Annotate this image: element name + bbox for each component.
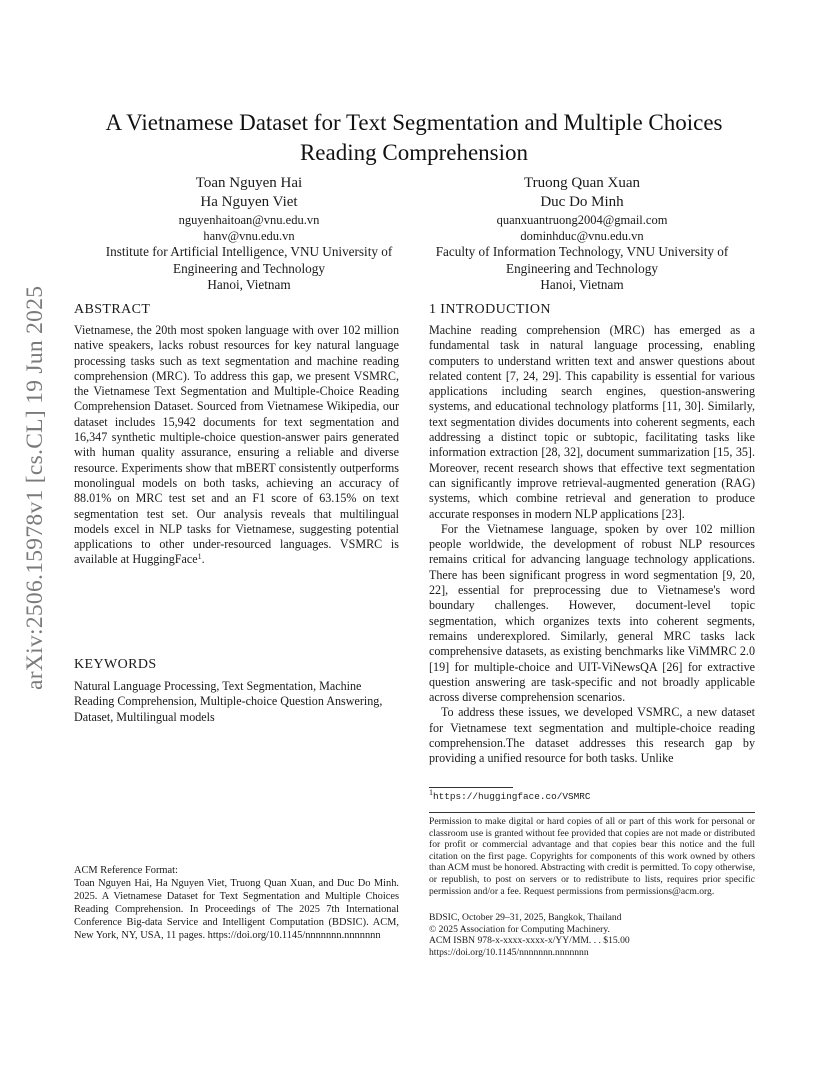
arxiv-identifier: arXiv:2506.15978v1 [cs.CL] 19 Jun 2025 <box>22 285 48 690</box>
author-name: Toan Nguyen Hai <box>195 175 303 191</box>
footnote-number: 1 <box>429 788 433 797</box>
intro-paragraph-3: To address these issues, we developed VSMRC, a new dataset for Vietnamese text segmentation and multiple-choice reading comprehension.The dataset addresses this research gap by providing a unified resource for both tasks. Unlike <box>429 705 755 766</box>
doi-link[interactable]: https://doi.org/10.1145/nnnnnnn.nnnnnnn <box>429 946 589 958</box>
conference-name: BDSIC, October 29–31, 2025, Bangkok, Thailand <box>429 912 622 923</box>
right-column <box>429 301 755 767</box>
abstract-text <box>74 323 399 568</box>
acm-reference-text: Toan Nguyen Hai, Ha Nguyen Viet, Truong Quan Xuan, and Duc Do Minh. 2025. A Vietnamese Dataset for Text Segmentation and Multiple Choices Reading Comprehension. In Proceedings of The 2025 7th International Conference Big-data Service and Intelligent Computation (BDSIC). ACM, New York, NY, USA, 11 pages. https://doi.org/10.1145/nnnnnnn.nnnnnnn <box>74 878 399 942</box>
paper-title: A Vietnamese Dataset for Text Segmentation and Multiple Choices Reading Comprehension <box>105 110 723 165</box>
author-affiliation: Faculty of Information Technology, VNU University of <box>435 244 729 260</box>
footnote <box>429 788 591 803</box>
isbn-line: ACM ISBN 978-x-xxxx-xxxx-x/YY/MM. . . $15.00 <box>429 935 630 947</box>
intro-paragraph-1: Machine reading comprehension (MRC) has emerged as a fundamental task in natural language processing, enabling computers to understand written text and answer questions about related content [7, 24, 29]. This capability is essential for various applications including search engines, question-answering systems, and educational technology platforms [11, 30]. Similarly, text segmentation divides documents into coherent segments, each addressing a distinct topic or subtopic, facilitating tasks like information extraction [28, 32], document summarization [15, 35]. Moreover, recent research shows that effective text segmentation can significantly improve retrieval-augmented generation (RAG) systems, which combine retrieval and generation to produce accurate responses in modern NLP applications [23]. <box>429 323 755 521</box>
author-block-left <box>78 174 420 293</box>
permission-notice: Permission to make digital or hard copies of all or part of this work for personal or classroom use is granted without fee provided that copies are not made or distributed for profit or commercial advantage and that copies bear this notice and the full citation on the first page. Copyrights for components of this work owned by others than ACM must be honored. Abstracting with credit is permitted. To copy otherwise, or republish, to post on servers or to redistribute to lists, requires prior specific permission and/or a fee. Request permissions from permissions@acm.org. <box>429 816 755 897</box>
permission-divider <box>429 812 755 813</box>
author-affiliation: Institute for Artificial Intelligence, VNU University of <box>105 244 393 260</box>
author-email: hanv@vnu.edu.vn <box>203 229 295 244</box>
abstract-end: . <box>201 552 205 567</box>
footnote-divider <box>429 787 513 788</box>
left-column <box>74 301 399 568</box>
author-affiliation: Engineering and Technology <box>173 260 325 276</box>
footnote-link[interactable]: https://huggingface.co/VSMRC <box>433 791 591 802</box>
conference-info <box>429 912 755 958</box>
abstract-heading: ABSTRACT <box>74 302 151 317</box>
author-block-right <box>417 174 747 293</box>
abstract-body: Vietnamese, the 20th most spoken language with over 102 million native speakers, lacks robust resources for key natural language processing tasks such as text segmentation and machine reading comprehension (MRC). To address this gap, we present VSMRC, the Vietnamese Text Segmentation and Multiple-Choice Reading Comprehension Dataset. Sourced from Vietnamese Wikipedia, our dataset includes 15,942 documents for text segmentation and 16,347 synthetic multiple-choice question-answer pairs generated with human quality assurance, ensuring a reliable and diverse resource. Experiments show that mBERT consistently outperforms monolingual models on both tasks, achieving an accuracy of 88.01% on MRC test set and an F1 score of 63.15% on text segmentation test set. Our analysis reveals that multilingual models excel in NLP tasks for Vietnamese, suggesting potential applications to other under-resourced languages. VSMRC is available at HuggingFace <box>74 323 399 567</box>
footnote-marker[interactable]: 1 <box>197 552 202 562</box>
acm-reference-label: ACM Reference Format: <box>74 865 178 876</box>
intro-paragraph-2: For the Vietnamese language, spoken by over 102 million people worldwide, the development of robust NLP resources remains critical for advancing language technology applications. There has been significant progress in word segmentation [9, 20, 22], essential for preprocessing due to Vietnamese's word boundary challenges. However, document-level topic segmentation, which organizes texts into coherent segments, remains underexplored. Similarly, general MRC tasks lack comprehensive datasets, as existing benchmarks like ViMMRC 2.0 [19] for multiple-choice and UIT-ViNewsQA [26] for extractive question answering are task-specific and not broadly applicable across diverse comprehension scenarios. <box>429 521 755 705</box>
keywords-text: Natural Language Processing, Text Segmentation, Machine Reading Comprehension, Multiple-choice Question Answering, Dataset, Multilingual models <box>74 679 383 724</box>
author-location: Hanoi, Vietnam <box>207 276 291 292</box>
author-name: Duc Do Minh <box>540 194 624 210</box>
author-name: Ha Nguyen Viet <box>200 194 298 210</box>
author-email: dominhduc@vnu.edu.vn <box>520 229 644 244</box>
copyright-line: © 2025 Association for Computing Machinery. <box>429 923 610 935</box>
author-affiliation: Engineering and Technology <box>506 260 658 276</box>
author-name: Truong Quan Xuan <box>523 175 641 191</box>
author-email: quanxuantruong2004@gmail.com <box>496 213 668 227</box>
acm-reference <box>74 864 399 943</box>
author-location: Hanoi, Vietnam <box>540 276 624 292</box>
author-email: nguyenhaitoan@vnu.edu.vn <box>178 213 320 227</box>
keywords-heading: KEYWORDS <box>74 657 157 672</box>
intro-heading: 1 INTRODUCTION <box>429 302 551 317</box>
